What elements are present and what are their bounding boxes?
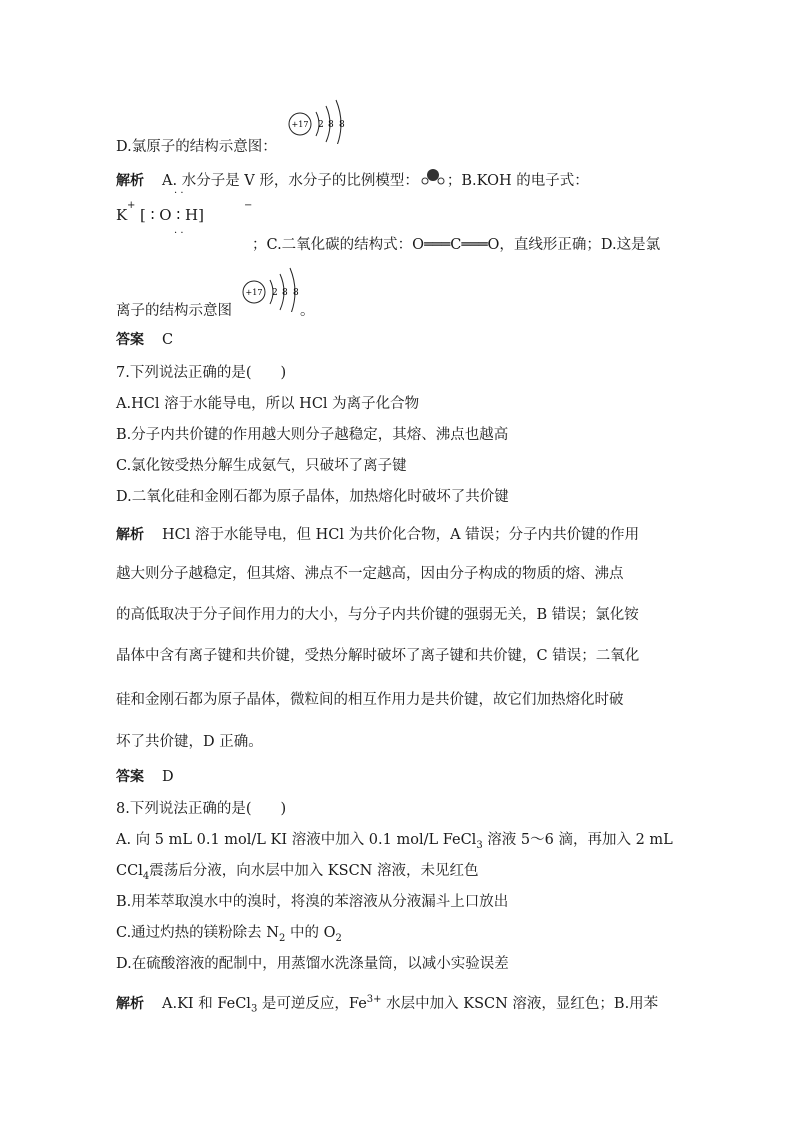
q7-option-b: [116, 428, 508, 443]
analysis-label: 解析: [116, 173, 144, 189]
koh-minus: −: [244, 200, 253, 211]
q7-option-a-text: A.HCl 溶于水能导电，所以 HCl 为离子化合物: [116, 396, 420, 412]
q7-analysis-line4: [116, 649, 639, 664]
answer-label: 答案: [116, 769, 144, 785]
q8-option-d-text: D.在硫酸溶液的配制中，用蒸馏水洗涤量筒，以减小实验误差: [116, 956, 509, 972]
atom-shell-2: 8: [328, 120, 334, 130]
q8-analysis-sup: 3+: [366, 994, 382, 1005]
atom-shell-1: 2: [318, 120, 324, 130]
ion-nucleus-label: +17: [245, 288, 263, 297]
koh-k: K: [116, 206, 128, 224]
q6-analysis-text-b: ；B.KOH 的电子式：: [446, 173, 589, 189]
q7-option-c: [116, 459, 407, 474]
q7-stem-text: 7.下列说法正确的是( ): [116, 365, 287, 381]
q8-analysis-line1: [116, 995, 658, 1015]
q7-analysis-text-6: 坏了共价键，D 正确。: [116, 734, 263, 750]
q7-analysis-text-1: HCl 溶于水能导电，但 HCl 为共价化合物，A 错误；分子内共价键的作用: [162, 527, 640, 543]
koh-electron-formula: [116, 188, 266, 246]
answer-value: D: [162, 769, 174, 785]
q6-option-d: [116, 140, 277, 155]
q8-option-c-mid: 中的 O: [285, 925, 336, 941]
q8-option-c-sub2: 2: [335, 932, 342, 944]
q6-analysis-text-2: ；C.二氧化碳的结构式：O═══C═══O，直线形正确；D.这是氯: [252, 237, 661, 253]
koh-bracket: [ ∶ O ∶ H]: [140, 206, 204, 224]
q8-option-c: [116, 926, 342, 944]
q8-option-a-text-2-end: 震荡后分液，向水层中加入 KSCN 溶液，未见红色: [149, 863, 479, 879]
q7-analysis-line6: [116, 735, 263, 750]
q6-analysis-text-3: 离子的结构示意图: [116, 303, 232, 319]
q7-analysis-line5: [116, 693, 624, 708]
q6-option-d-text: D.氯原子的结构示意图：: [116, 139, 277, 155]
q7-stem: [116, 366, 286, 381]
q8-option-a-line1: [116, 833, 673, 851]
q8-option-a-sub-2: 4: [142, 870, 150, 882]
q7-analysis-line1: [116, 528, 639, 543]
atom-nucleus-label: +17: [291, 120, 309, 129]
ion-shell-1: 2: [272, 288, 278, 298]
q7-option-d: [116, 490, 509, 505]
q7-answer: [116, 770, 174, 785]
q7-analysis-line2: [116, 567, 624, 582]
q8-analysis-text-mid: 是可逆反应，Fe: [257, 995, 367, 1012]
q7-analysis-text-5: 硅和金刚石都为原子晶体，微粒间的相互作用力是共价键，故它们加热熔化时破: [116, 692, 624, 708]
q8-analysis-text-end: 水层中加入 KSCN 溶液，显红色；B.用苯: [381, 995, 659, 1012]
ion-shell-3: 8: [293, 288, 299, 298]
q8-option-b-text: B.用苯萃取溴水中的溴时，将溴的苯溶液从分液漏斗上口放出: [116, 894, 509, 910]
q8-analysis-sub: 3: [250, 1003, 258, 1015]
ion-shell-2: 8: [282, 288, 288, 298]
q7-analysis-text-2: 越大则分子越稳定，但其熔、沸点不一定越高，因由分子构成的物质的熔、沸点: [116, 566, 624, 582]
q7-analysis-line3: [116, 608, 639, 623]
electron-dots-top: · ·: [174, 188, 184, 199]
q8-option-c-text: C.通过灼热的镁粉除去 N: [116, 925, 279, 941]
q8-stem: [116, 802, 286, 817]
q8-option-d: [116, 957, 509, 972]
analysis-label: 解析: [116, 527, 144, 543]
q8-stem-text: 8.下列说法正确的是( ): [116, 801, 287, 817]
water-model-icon: [419, 174, 447, 188]
q8-option-a-sub: 3: [476, 839, 483, 851]
q8-option-a-text-1-end: 溶液 5～6 滴，再加入 2 mL: [482, 832, 673, 848]
atom-shell-3: 8: [339, 120, 345, 130]
q7-analysis-text-4: 晶体中含有离子键和共价键，受热分解时破坏了离子键和共价键，C 错误；二氧化: [116, 648, 640, 664]
q8-option-a-line2: [116, 864, 478, 882]
answer-label: 答案: [116, 332, 144, 348]
q6-period: 。: [300, 303, 315, 319]
q8-option-a-text-2: CCl: [116, 863, 143, 879]
q6-answer: [116, 333, 173, 348]
q7-option-b-text: B.分子内共价键的作用越大则分子越稳定，其熔、沸点也越高: [116, 427, 509, 443]
q6-analysis-line3-end: [300, 304, 315, 319]
q6-analysis-line2: [252, 238, 660, 253]
q8-option-a-text-1: A. 向 5 mL 0.1 mol/L KI 溶液中加入 0.1 mol/L FeCl: [116, 832, 477, 848]
analysis-label: 解析: [116, 995, 144, 1012]
q7-analysis-text-3: 的高低取决于分子间作用力的大小，与分子内共价键的强弱无关，B 错误；氯化铵: [116, 607, 639, 623]
electron-dots-bottom: · ·: [174, 228, 184, 239]
q7-option-c-text: C.氯化铵受热分解生成氨气，只破坏了离子键: [116, 458, 407, 474]
chlorine-atom-diagram: [286, 96, 356, 144]
q7-option-a: [116, 397, 419, 412]
q8-option-b: [116, 895, 508, 910]
q8-analysis-text-pre: A.KI 和 FeCl: [162, 995, 251, 1012]
q6-analysis-line3: [116, 304, 232, 319]
q6-analysis-text-a: A. 水分子是 V 形，水分子的比例模型：: [162, 173, 419, 189]
q8-option-c-sub1: 2: [278, 932, 286, 944]
answer-value: C: [162, 332, 174, 348]
koh-plus: +: [127, 200, 136, 211]
q7-option-d-text: D.二氧化硅和金刚石都为原子晶体，加热熔化时破坏了共价键: [116, 489, 509, 505]
q6-analysis-line1: [116, 174, 589, 189]
